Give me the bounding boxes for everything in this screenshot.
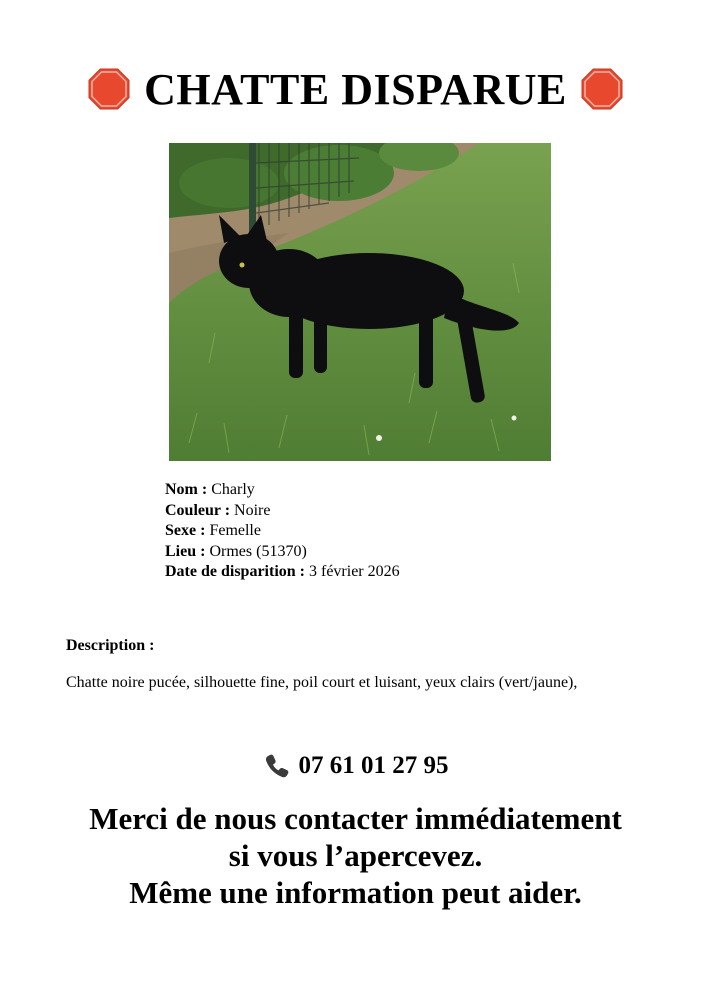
- detail-value: Charly: [211, 481, 255, 498]
- poster-title: [0, 62, 711, 116]
- detail-value: Noire: [234, 501, 271, 519]
- detail-value: Ormes (51370): [209, 542, 307, 560]
- detail-value: 3 février 2026: [309, 563, 400, 581]
- detail-label: Date de disparition :: [165, 563, 305, 581]
- detail-value: Femelle: [209, 522, 261, 540]
- detail-label: Couleur :: [165, 501, 231, 519]
- cat-details: [165, 480, 400, 583]
- phone-contact: [0, 746, 711, 786]
- detail-date: [165, 562, 400, 583]
- detail-label: Nom :: [165, 481, 208, 498]
- detail-name: [165, 480, 400, 501]
- cat-photo: [169, 143, 551, 461]
- detail-color: [165, 501, 400, 522]
- detail-label: Lieu :: [165, 542, 206, 560]
- contact-message: [0, 800, 711, 911]
- message-line: Même une information peut aider.: [129, 875, 582, 910]
- stop-sign-icon: [88, 68, 130, 110]
- detail-label: Sexe :: [165, 522, 206, 540]
- description-text: Chatte noire pucée, silhouette fine, poil court et luisant, yeux clairs (vert/jaune),: [66, 674, 578, 691]
- description-heading: Description :: [66, 637, 155, 654]
- message-line: si vous l’apercevez.: [228, 838, 483, 873]
- detail-place: [165, 542, 400, 563]
- title-text: CHATTE DISPARUE: [144, 64, 567, 114]
- stop-sign-icon: [581, 68, 623, 110]
- phone-number[interactable]: 07 61 01 27 95: [298, 752, 449, 779]
- message-line: Merci de nous contacter immédiatement: [89, 801, 622, 836]
- telephone-icon: [263, 752, 291, 780]
- detail-sex: [165, 521, 400, 542]
